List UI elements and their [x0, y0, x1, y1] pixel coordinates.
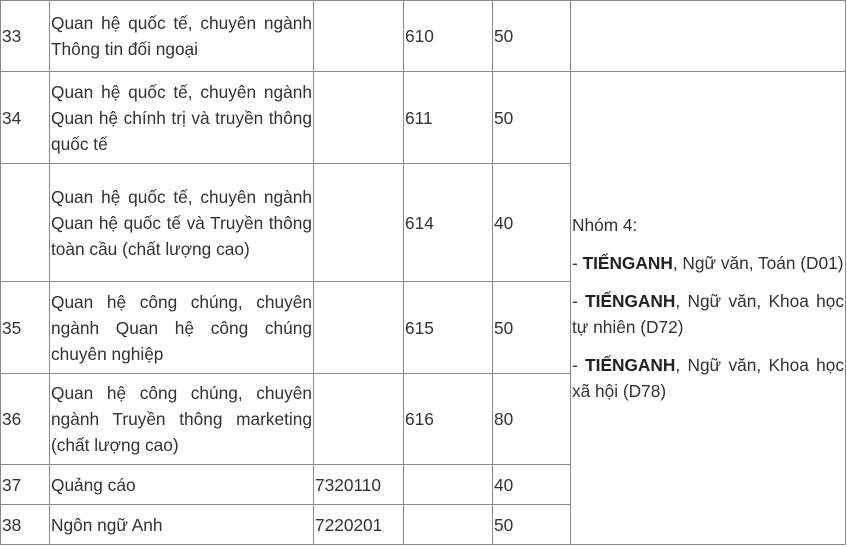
combo-rest: , Ngữ văn, Toán (D01) [672, 253, 844, 273]
specialization-code: 616 [404, 374, 493, 465]
row-number: 34 [1, 72, 50, 164]
program-name: Ngôn ngữ Anh [50, 505, 314, 545]
specialization-code: 615 [404, 282, 493, 374]
group-block [572, 212, 844, 404]
combination-cell-empty [571, 1, 846, 72]
combo-prefix: - [572, 291, 586, 311]
row-number: 37 [1, 465, 50, 505]
program-name: Quảng cáo [50, 465, 314, 505]
program-code: 7320110 [314, 465, 404, 505]
program-code [314, 72, 404, 164]
combo-rest: , Ngữ văn, Khoa học xã hội (D78) [572, 355, 844, 401]
program-name: Quan hệ quốc tế, chuyên ngành Quan hệ quốc tế và Truyền thông toàn cầu (chất lượng cao) [50, 164, 314, 282]
program-code [314, 164, 404, 282]
specialization-code [404, 505, 493, 545]
quota: 50 [493, 282, 571, 374]
program-code [314, 374, 404, 465]
program-name: Quan hệ công chúng, chuyên ngành Quan hệ công chúng chuyên nghiệp [50, 282, 314, 374]
specialization-code: 610 [404, 1, 493, 72]
combo-subject: TIẾNGANH [585, 355, 676, 375]
combo-subject: TIẾNGANH [585, 291, 676, 311]
specialization-code: 614 [404, 164, 493, 282]
quota: 40 [493, 164, 571, 282]
quota: 50 [493, 1, 571, 72]
program-code [314, 1, 404, 72]
quota: 50 [493, 72, 571, 164]
quota: 50 [493, 505, 571, 545]
quota: 80 [493, 374, 571, 465]
combo-prefix: - [572, 253, 583, 273]
quota: 40 [493, 465, 571, 505]
subject-combination-group [571, 72, 846, 545]
combo-rest: , Ngữ văn, Khoa học tự nhiên (D72) [572, 291, 844, 337]
specialization-code [404, 465, 493, 505]
table-row [1, 1, 846, 72]
program-code [314, 282, 404, 374]
row-number: 36 [1, 374, 50, 465]
table-row [1, 72, 846, 164]
combination-d01 [572, 250, 844, 276]
program-name: Quan hệ quốc tế, chuyên ngành Thông tin đối ngoại [50, 1, 314, 72]
row-number [1, 164, 50, 282]
row-number: 33 [1, 1, 50, 72]
row-number: 35 [1, 282, 50, 374]
specialization-code: 611 [404, 72, 493, 164]
combination-d78 [572, 352, 844, 404]
combo-subject: TIẾNGANH [582, 253, 673, 273]
program-code: 7220201 [314, 505, 404, 545]
group-title: Nhóm 4: [572, 215, 638, 235]
combo-prefix: - [572, 355, 586, 375]
row-number: 38 [1, 505, 50, 545]
program-name: Quan hệ công chúng, chuyên ngành Truyền thông marketing (chất lượng cao) [50, 374, 314, 465]
program-name: Quan hệ quốc tế, chuyên ngành Quan hệ chính trị và truyền thông quốc tế [50, 72, 314, 164]
combination-d72 [572, 288, 844, 340]
